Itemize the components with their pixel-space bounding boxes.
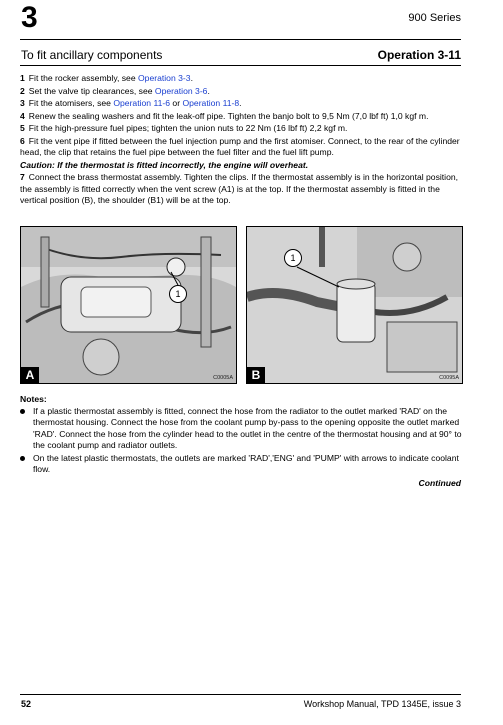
- note-item: [20, 453, 464, 475]
- caution-text: If the thermostat is fitted incorrectly, the engine will overheat.: [54, 159, 309, 170]
- step-7: [20, 172, 462, 206]
- operation-link[interactable]: Operation 11-8: [182, 98, 240, 109]
- operation-link[interactable]: Operation 3-6: [154, 85, 208, 96]
- step-number: 7: [20, 172, 25, 183]
- operation-number: Operation 3-11: [377, 48, 461, 62]
- figure-b-vertical-thermostat: [246, 226, 463, 384]
- figure-letter: A: [21, 367, 39, 383]
- step-6: [20, 136, 462, 158]
- page-number: 52: [21, 699, 32, 709]
- steps-list: [20, 73, 462, 158]
- chapter-number: 3: [21, 1, 38, 34]
- manual-reference: Workshop Manual, TPD 1345E, issue 3: [303, 699, 461, 709]
- step-number: 1: [20, 73, 25, 83]
- step-text: .: [239, 98, 242, 109]
- step-4: [20, 111, 462, 122]
- step-number: 4: [20, 110, 25, 121]
- note-item: [20, 406, 464, 451]
- step-number: 2: [20, 85, 25, 96]
- step-1: [20, 73, 462, 84]
- step-text: Fit the high-pressure fuel pipes; tighten the union nuts to 22 Nm (16 lbf ft) 2,2 kgf m.: [28, 123, 348, 134]
- step-text: .: [207, 85, 210, 96]
- series-label: 900 Series: [408, 12, 461, 24]
- step-5: [20, 123, 462, 134]
- operation-link[interactable]: Operation 3-3: [138, 73, 191, 83]
- figure-code: C0005A: [213, 375, 233, 381]
- step-number: 5: [20, 123, 25, 134]
- step-text: .: [190, 73, 193, 83]
- step-number: 3: [20, 98, 25, 109]
- step-text: Set the valve tip clearances, see: [28, 85, 155, 96]
- section-rule: [20, 65, 461, 66]
- continued-label: Continued: [418, 478, 461, 488]
- step-text: Fit the atomisers, see: [28, 98, 114, 109]
- step-3: [20, 98, 462, 109]
- step-2: [20, 86, 462, 97]
- step-text: Connect the brass thermostat assembly. Tighten the clips. If the thermostat assembly is in the horizontal position, the assembly is fitted correctly when the vent screw (A1) is at the top. If the thermostat assembly is fitted in the vertical position (B), the shoulder (B1) will be at the top.: [20, 172, 459, 205]
- figure-code: C0095A: [439, 375, 459, 381]
- step-text: or: [170, 98, 183, 109]
- step-number: 6: [20, 135, 25, 146]
- step-text: Fit the vent pipe if fitted between the fuel injection pump and the first atomiser. Connect, to the rear of the cylinder head, the clip that retains the fuel pipe between the fuel filter and the fuel lift pump.: [20, 135, 460, 158]
- callout-1: 1: [169, 285, 187, 303]
- caution-note: [20, 160, 462, 171]
- instructions: [20, 73, 462, 207]
- bullet-icon: [20, 456, 25, 461]
- step-text: Fit the rocker assembly, see: [28, 73, 138, 83]
- figure-letter: B: [247, 367, 265, 383]
- footer-rule: [20, 694, 461, 695]
- notes-list: [20, 406, 464, 475]
- notes-heading: Notes:: [20, 394, 47, 404]
- figure-a-horizontal-thermostat: [20, 226, 237, 384]
- operation-link[interactable]: Operation 11-6: [113, 98, 171, 109]
- note-text: If a plastic thermostat assembly is fitted, connect the hose from the radiator to the outlet marked 'RAD' on the thermostat housing. Connect the hose from the coolant pump by-pass to the opening opposite the outlet marked 'RAD'. Connect the hose from the cylinder head to the outlet in the centre of the thermostat housing and at 90° to the coolant pump and radiator outlets.: [33, 406, 462, 450]
- callout-1: 1: [284, 249, 302, 267]
- engine-photo-b: [247, 227, 462, 383]
- step-text: Renew the sealing washers and fit the leak-off pipe. Tighten the banjo bolt to 9,5 Nm (7,0 lbf ft) 1,0 kgf m.: [28, 110, 429, 121]
- section-title: To fit ancillary components: [21, 48, 163, 62]
- caution-label: Caution:: [20, 159, 55, 170]
- engine-photo-a: [21, 227, 236, 383]
- header-rule: [20, 39, 461, 40]
- note-text: On the latest plastic thermostats, the outlets are marked 'RAD','ENG' and 'PUMP' with arrows to indicate coolant flow.: [33, 453, 459, 475]
- bullet-icon: [20, 409, 25, 414]
- notes-section: [20, 394, 464, 477]
